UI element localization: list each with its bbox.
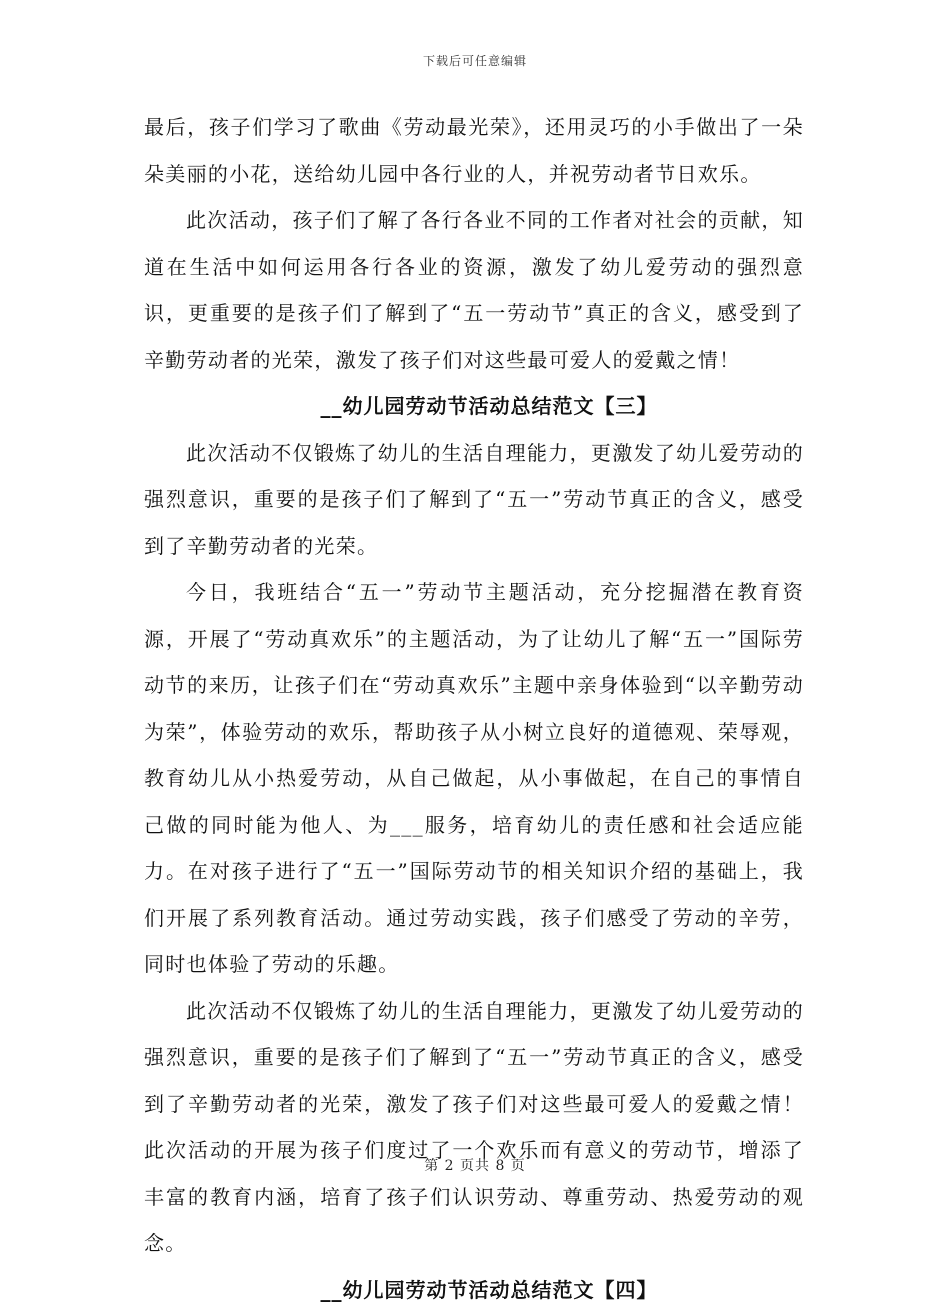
paragraph-section3-conclusion: 此次活动不仅锻炼了幼儿的生活自理能力，更激发了幼儿爱劳动的强烈意识，重要的是孩子们了解到了“五一”劳动节真正的含义，感受到了辛勤劳动者的光荣，激发了孩子们对这些最可爱人的爱戴之情！此次活动的开展为孩子们度过了一个欢乐而有意义的劳动节，增添了丰富的教育内涵，培育了孩子们认识劳动、尊重劳动、热爱劳动的观念。 xyxy=(144,988,804,1267)
section-heading-three: __幼儿园劳动节活动总结范文【三】 xyxy=(144,383,804,430)
paragraph-activity-summary: 此次活动，孩子们了解了各行各业不同的工作者对社会的贡献，知道在生活中如何运用各行各业的资源，激发了幼儿爱劳动的强烈意识，更重要的是孩子们了解到了“五一劳动节”真正的含义，感受到了辛勤劳动者的光荣，激发了孩子们对这些最可爱人的爱戴之情！ xyxy=(144,197,804,383)
paragraph-closing: 最后，孩子们学习了歌曲《劳动最光荣》，还用灵巧的小手做出了一朵朵美丽的小花，送给幼儿园中各行业的人，并祝劳动者节日欢乐。 xyxy=(144,104,804,197)
document-body xyxy=(144,104,804,1313)
section-heading-four: __幼儿园劳动节活动总结范文【四】 xyxy=(144,1267,804,1313)
page-number-footer: 第 2 页共 8 页 xyxy=(0,1155,950,1175)
paragraph-section3-body: 今日，我班结合“五一”劳动节主题活动，充分挖掘潜在教育资源，开展了“劳动真欢乐”的主题活动，为了让幼儿了解“五一”国际劳动节的来历，让孩子们在“劳动真欢乐”主题中亲身体验到“以辛勤劳动为荣”，体验劳动的欢乐，帮助孩子从小树立良好的道德观、荣辱观，教育幼儿从小热爱劳动，从自己做起，从小事做起，在自己的事情自己做的同时能为他人、为___服务，培育幼儿的责任感和社会适应能力。在对孩子进行了“五一”国际劳动节的相关知识介绍的基础上，我们开展了系列教育活动。通过劳动实践，孩子们感受了劳动的辛劳，同时也体验了劳动的乐趣。 xyxy=(144,569,804,988)
page-header: 下载后可任意编辑 xyxy=(0,52,950,69)
paragraph-section3-intro: 此次活动不仅锻炼了幼儿的生活自理能力，更激发了幼儿爱劳动的强烈意识，重要的是孩子们了解到了“五一”劳动节真正的含义，感受到了辛勤劳动者的光荣。 xyxy=(144,430,804,570)
